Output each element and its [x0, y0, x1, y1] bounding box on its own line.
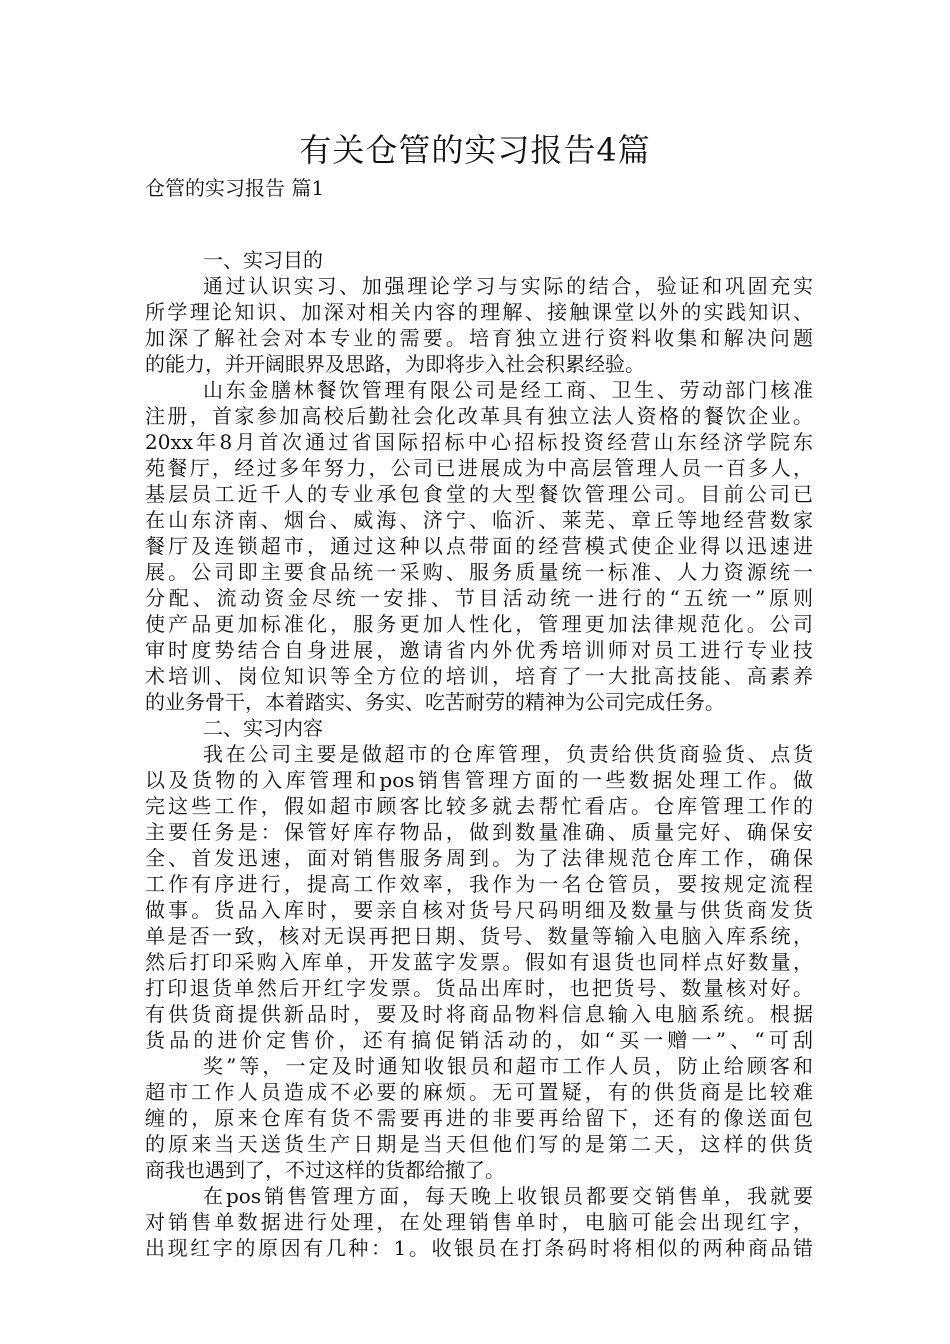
- text-line: 超市工作人员造成不必要的麻烦。无可置疑，有的供货商是比较难: [145, 1080, 813, 1104]
- text-line: 奖”等，一定及时通知收银员和超市工作人员，防止给顾客和: [203, 1054, 813, 1078]
- text-line: 分配、流动资金尽统一安排、节目活动统一进行的“五统一”原则: [145, 586, 813, 610]
- text-line: 使产品更加标准化，服务更加人性化，管理更加法律规范化。公司: [145, 612, 813, 636]
- text-line: 加深了解社会对本专业的需要。培育独立进行资料收集和解决问题: [145, 326, 813, 350]
- text-line: 二、实习内容: [203, 716, 323, 740]
- text-line: 出现红字的原因有几种：1。收银员在打条码时将相似的两种商品错: [145, 1236, 813, 1260]
- text-line: 展。公司即主要食品统一采购、服务质量统一标准、人力资源统一: [145, 560, 813, 584]
- text-line: 通过认识实习、加强理论学习与实际的结合，验证和巩固充实: [203, 274, 813, 298]
- text-line: 主要任务是：保管好库存物品，做到数量准确、质量完好、确保安: [145, 820, 813, 844]
- text-line: 做事。货品入库时，要亲自核对货号尺码明细及数量与供货商发货: [145, 898, 813, 922]
- text-line: 在山东济南、烟台、威海、济宁、临沂、莱芜、章丘等地经营数家: [145, 508, 813, 532]
- text-line: 对销售单数据进行处理，在处理销售单时，电脑可能会出现红字，: [145, 1210, 813, 1234]
- text-line: 基层员工近千人的专业承包食堂的大型餐饮管理公司。目前公司已: [145, 482, 813, 506]
- text-line: 单是否一致，核对无误再把日期、货号、数量等输入电脑入库系统，: [145, 924, 813, 948]
- text-line: 有供货商提供新品时，要及时将商品物料信息输入电脑系统。根据: [145, 1002, 813, 1026]
- text-line: 的能力，并开阔眼界及思路，为即将步入社会积累经验。: [145, 352, 645, 376]
- text-line: 术培训、岗位知识等全方位的培训，培育了一大批高技能、高素养: [145, 664, 813, 688]
- text-line: 打印退货单然后开红字发票。货品出库时，也把货号、数量核对好。: [145, 976, 813, 1000]
- text-line: 以及货物的入库管理和pos销售管理方面的一些数据处理工作。做: [145, 768, 813, 792]
- text-line: 餐厅及连锁超市，通过这种以点带面的经营模式使企业得以迅速进: [145, 534, 813, 558]
- text-line: 的业务骨干，本着踏实、务实、吃苦耐劳的精神为公司完成任务。: [145, 690, 725, 714]
- document-subtitle: 仓管的实习报告 篇1: [145, 176, 325, 200]
- text-line: 一、实习目的: [203, 248, 323, 272]
- text-line: 20xx年8月首次通过省国际招标中心招标投资经营山东经济学院东: [145, 430, 813, 454]
- text-line: 完这些工作，假如超市顾客比较多就去帮忙看店。仓库管理工作的: [145, 794, 813, 818]
- text-line: 工作有序进行，提高工作效率，我作为一名仓管员，要按规定流程: [145, 872, 813, 896]
- text-line: 在pos销售管理方面，每天晚上收银员都要交销售单，我就要: [203, 1184, 813, 1208]
- text-line: 我在公司主要是做超市的仓库管理，负责给供货商验货、点货: [203, 742, 813, 766]
- text-line: 所学理论知识、加深对相关内容的理解、接触课堂以外的实践知识、: [145, 300, 813, 324]
- document-title: 有关仓管的实习报告4篇: [299, 131, 651, 169]
- text-line: 缠的，原来仓库有货不需要再进的非要再给留下，还有的像送面包: [145, 1106, 813, 1130]
- text-line: 全、首发迅速，面对销售服务周到。为了法律规范仓库工作，确保: [145, 846, 813, 870]
- text-line: 山东金膳林餐饮管理有限公司是经工商、卫生、劳动部门核准: [203, 378, 813, 402]
- text-line: 货品的进价定售价，还有搞促销活动的，如“买一赠一”、“可刮: [145, 1028, 813, 1052]
- text-line: 注册，首家参加高校后勤社会化改革具有独立法人资格的餐饮企业。: [145, 404, 813, 428]
- text-line: 然后打印采购入库单，开发蓝字发票。假如有退货也同样点好数量，: [145, 950, 813, 974]
- text-line: 商我也遇到了，不过这样的货都给撤了。: [145, 1158, 505, 1182]
- text-line: 的原来当天送货生产日期是当天但他们写的是第二天，这样的供货: [145, 1132, 813, 1156]
- text-line: 苑餐厅，经过多年努力，公司已进展成为中高层管理人员一百多人，: [145, 456, 813, 480]
- text-line: 审时度势结合自身进展，邀请省内外优秀培训师对员工进行专业技: [145, 638, 813, 662]
- document-body: [145, 247, 813, 1261]
